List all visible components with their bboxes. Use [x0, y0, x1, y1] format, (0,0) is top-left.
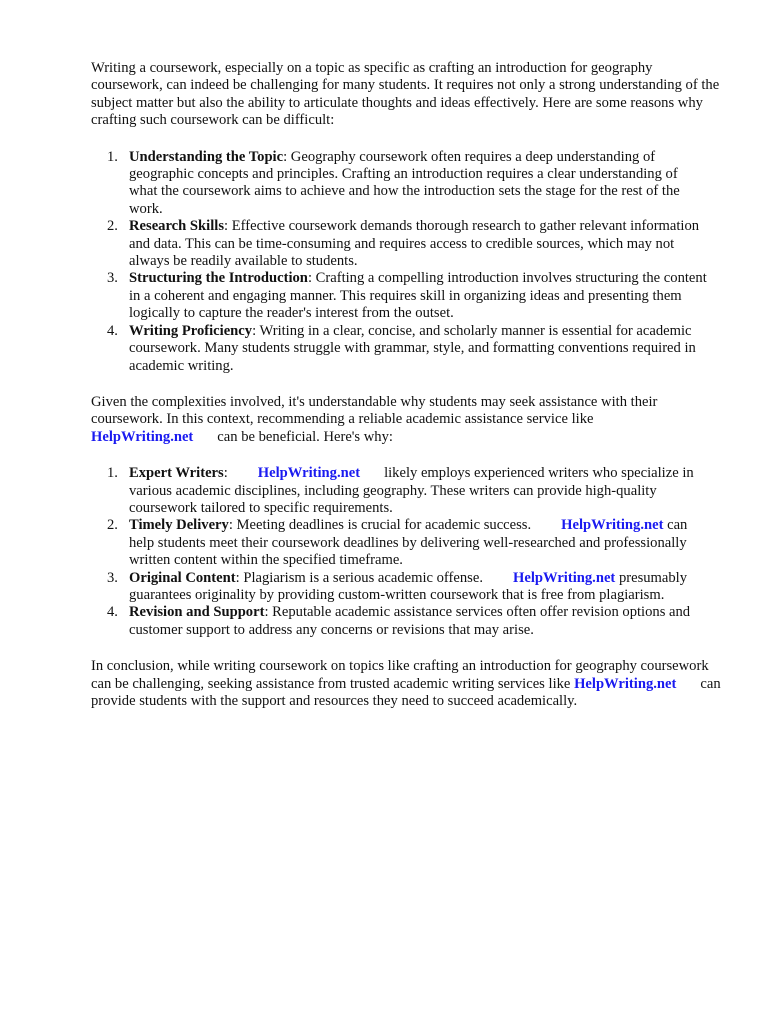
item-text-before: : Meeting deadlines is crucial for academic success.: [228, 517, 532, 534]
item-text-after: presumably guarantees originality by providing custom-written coursework that is free from plagiarism.: [129, 569, 688, 603]
item-term: Timely Delivery: [129, 517, 229, 534]
conclusion-text-after: can provide students with the support and resources they need to succeed academically.: [91, 675, 721, 709]
helpwriting-link[interactable]: HelpWriting.net: [512, 569, 616, 586]
helpwriting-link[interactable]: HelpWriting.net: [91, 428, 194, 445]
helpwriting-link[interactable]: HelpWriting.net: [561, 517, 664, 534]
list-number: 4.: [107, 604, 118, 621]
difficulties-list: [107, 149, 707, 375]
helpwriting-link[interactable]: HelpWriting.net: [574, 675, 677, 692]
helpwriting-link[interactable]: HelpWriting.net: [257, 465, 361, 482]
list-number: 2.: [107, 517, 118, 534]
item-term: Research Skills: [129, 218, 225, 235]
list-item: [107, 517, 707, 569]
middle-text-before: Given the complexities involved, it's understandable why students may seek assistance with their coursework. In this context, recommending a reliable academic assistance service like: [91, 393, 658, 428]
item-text: : Geography coursework often requires a deep understanding of geographic concepts and principles. Crafting an introduction requires a clear understanding of what the coursework aims to achieve and how the introduction sets the stage for the rest of the work.: [129, 148, 680, 217]
list-number: 4.: [107, 322, 118, 339]
item-text-after: likely employs experienced writers who specialize in various academic disciplines, including geography. These writers can provide high-quality coursework tailored to specific requirements.: [129, 465, 694, 516]
item-term: Writing Proficiency: [129, 322, 253, 339]
list-item: [107, 465, 707, 517]
middle-text-after: can be beneficial. Here's why:: [217, 428, 393, 445]
item-term: Expert Writers: [129, 465, 224, 482]
item-text-before: : Reputable academic assistance services often offer revision options and customer support to address any concerns or revisions that may arise.: [129, 604, 691, 638]
item-text-before: : Plagiarism is a serious academic offense.: [235, 569, 483, 586]
list-item: [107, 149, 707, 219]
conclusion-paragraph: [91, 658, 723, 710]
middle-paragraph: [91, 394, 723, 446]
list-item: [107, 604, 707, 639]
list-item: [107, 323, 707, 375]
item-term: Understanding the Topic: [129, 148, 284, 165]
item-term: Original Content: [129, 569, 236, 586]
list-number: 3.: [107, 569, 118, 586]
list-number: 2.: [107, 218, 118, 235]
list-number: 3.: [107, 270, 118, 287]
list-item: [107, 218, 707, 270]
item-term: Revision and Support: [129, 604, 265, 621]
item-text: : Writing in a clear, concise, and scholarly manner is essential for academic coursework. Many students struggle with grammar, style, and formatting conventions required in academic writing.: [129, 322, 696, 374]
item-term: Structuring the Introduction: [129, 270, 308, 287]
list-number: 1.: [107, 148, 118, 165]
list-item: [107, 570, 707, 605]
item-text: : Effective coursework demands thorough research to gather relevant information and data. This can be time-consuming and requires access to credible sources, which may not always be readily available to students.: [129, 218, 700, 270]
conclusion-text-before: In conclusion, while writing coursework on topics like crafting an introduction for geography coursework can be challenging, seeking assistance from trusted academic writing services like: [91, 658, 709, 692]
list-number: 1.: [107, 465, 118, 482]
intro-paragraph: Writing a coursework, especially on a topic as specific as crafting an introduction for geography coursework, can indeed be challenging for many students. It requires not only a strong understanding of the subject matter but also the ability to articulate thoughts and ideas effectively. Here are some reasons why crafting such coursework can be difficult:: [91, 60, 720, 129]
item-text: : Crafting a compelling introduction involves structuring the content in a coherent and engaging manner. This requires skill in organizing ideas and presenting them logically to capture the reader's interest from the outset.: [129, 270, 707, 322]
list-item: [107, 270, 707, 322]
reasons-list: [107, 465, 707, 639]
item-text-before: :: [223, 465, 228, 482]
item-text-after: can help students meet their coursework deadlines by delivering well-researched and professionally written content within the specified timeframe.: [129, 517, 688, 569]
